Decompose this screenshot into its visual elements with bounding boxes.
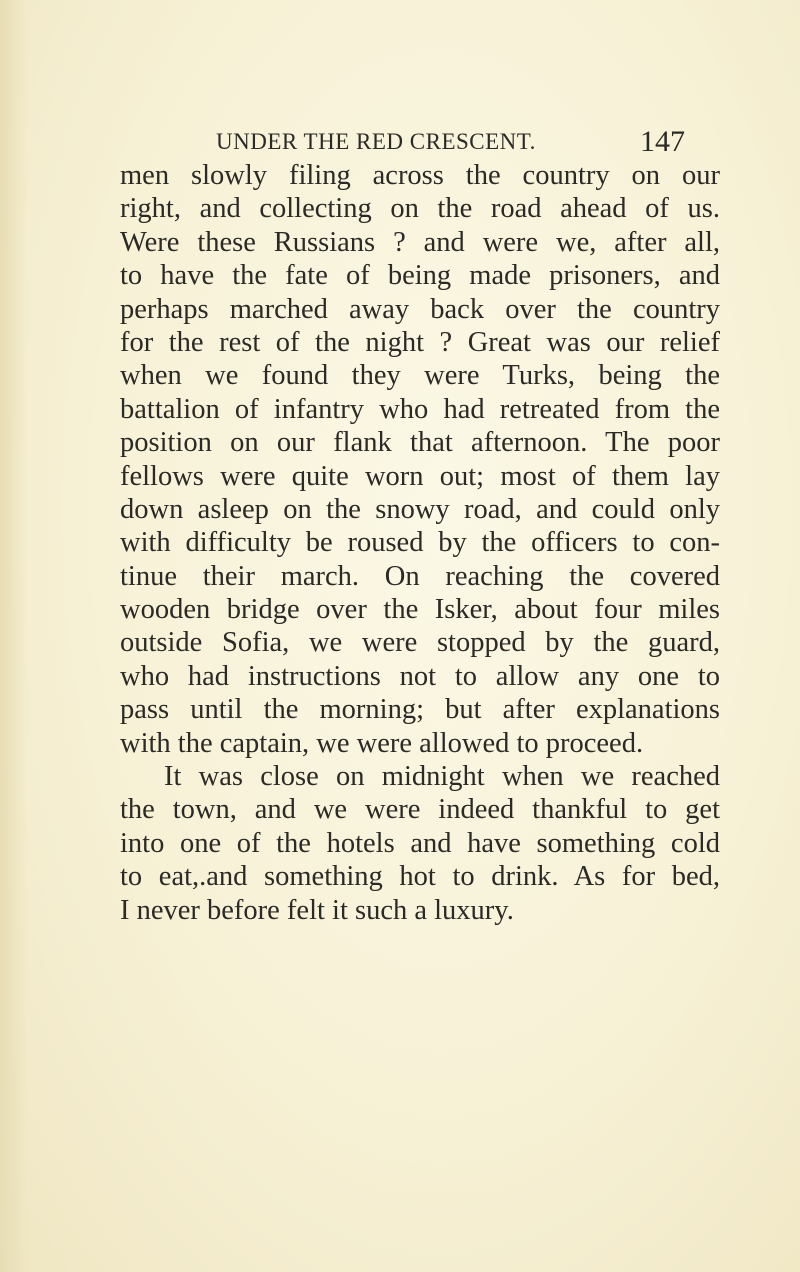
text-line: outside Sofia, we were stopped by the guard,	[120, 627, 720, 659]
text-line: to have the fate of being made prisoners, and	[120, 260, 720, 292]
text-line: perhaps marched away back over the country	[120, 293, 720, 325]
text-line: wooden bridge over the Isker, about four miles	[120, 594, 720, 626]
text-line: I never before felt it such a luxury.	[120, 894, 514, 926]
text-line: battalion of infantry who had retreated from the	[120, 393, 720, 425]
running-title: UNDER THE RED CRESCENT.	[216, 129, 536, 154]
page-number: 147	[640, 125, 685, 158]
text-line: men slowly filing across the country on our	[120, 160, 720, 191]
text-line: with difficulty be roused by the officers to con-	[120, 527, 720, 559]
text-line: tinue their march. On reaching the covered	[120, 560, 720, 592]
text-line: with the captain, we were allowed to proceed.	[120, 727, 644, 759]
page-edge-shadow	[0, 0, 28, 1272]
text-line: for the rest of the night ? Great was our relief	[120, 326, 720, 358]
text-line: position on our flank that afternoon. The poor	[120, 427, 720, 459]
text-line-paragraph-start: It was close on midnight when we reached	[164, 761, 720, 793]
text-line: right, and collecting on the road ahead of us.	[120, 193, 720, 225]
text-line: who had instructions not to allow any one to	[120, 660, 720, 692]
text-line: pass until the morning; but after explanations	[120, 694, 720, 726]
text-line: the town, and we were indeed thankful to get	[120, 794, 720, 826]
text-line: into one of the hotels and have something cold	[120, 827, 720, 859]
text-line: Were these Russians ? and were we, after all,	[120, 226, 720, 258]
text-line: to eat,.and something hot to drink. As for bed,	[120, 861, 720, 893]
text-line: down asleep on the snowy road, and could only	[120, 493, 720, 525]
body-text	[120, 159, 720, 927]
text-line: fellows were quite worn out; most of them lay	[120, 460, 720, 492]
text-line: when we found they were Turks, being the	[120, 360, 720, 392]
